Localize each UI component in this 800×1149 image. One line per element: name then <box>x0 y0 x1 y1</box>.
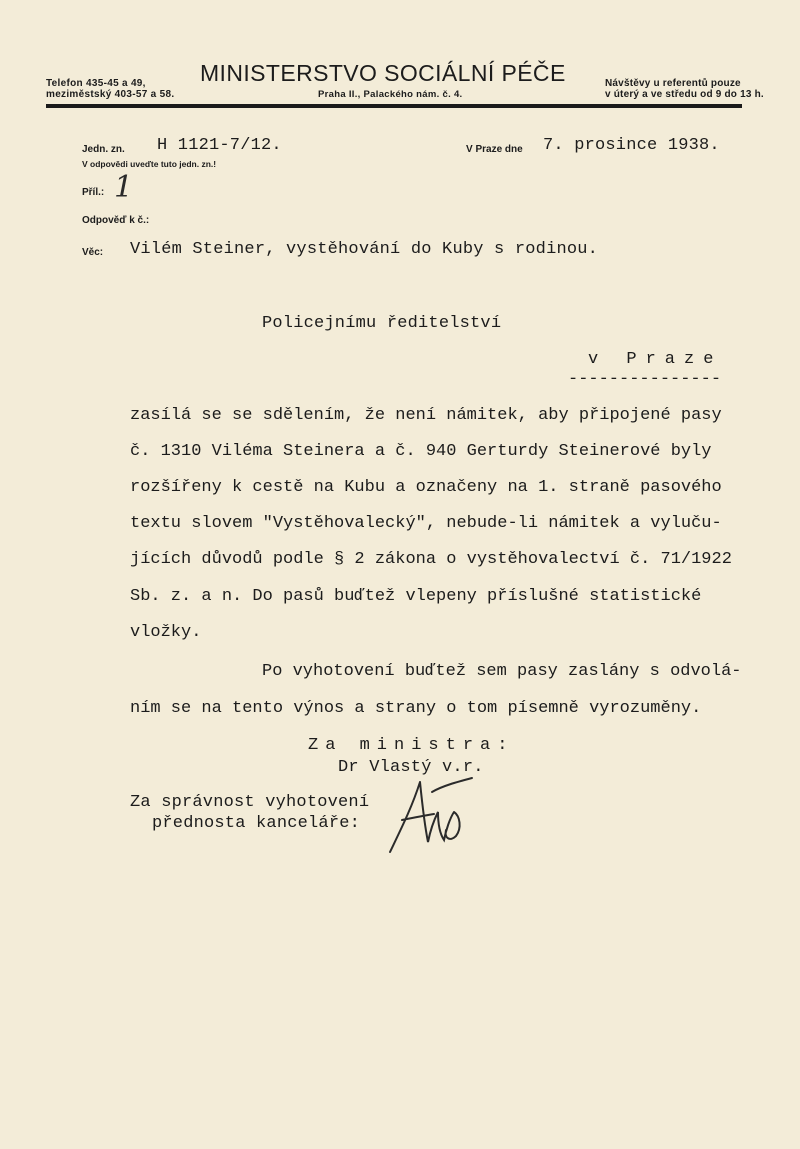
body-line-5: jících důvodů podle § 2 zákona o vystěhovalectví č. 71/1922 <box>130 550 732 569</box>
body-line-2: č. 1310 Viléma Steinera a č. 940 Gerturdy Steinerové byly <box>130 442 712 461</box>
recipient-underline: --------------- <box>568 370 722 389</box>
body-line-6: Sb. z. a n. Do pasů buďtež vlepeny příslušné statistické <box>130 587 702 606</box>
handwritten-signature <box>372 772 482 862</box>
body-line-3: rozšířeny k cestě na Kubu a označeny na 1. straně pasového <box>130 478 722 497</box>
header-phone <box>46 78 174 100</box>
body-line-7: vložky. <box>130 623 202 642</box>
attach-value: 1 <box>114 170 134 205</box>
ministry-address: Praha II., Palackého nám. č. 4. <box>318 89 463 100</box>
reply-label: Odpověď k č.: <box>82 215 150 226</box>
body-line-4: textu slovem "Vystěhovalecký", nebude-li námitek a vyluču- <box>130 514 722 533</box>
subject-value: Vilém Steiner, vystěhování do Kuby s rodinou. <box>130 240 599 259</box>
header-phone-line2: meziměstský 403-57 a 58. <box>46 89 175 100</box>
place-label: V Praze dne <box>466 144 523 155</box>
ministry-title: MINISTERSTVO SOCIÁLNÍ PÉČE <box>200 60 566 86</box>
for-minister: Za ministra: <box>308 736 515 755</box>
ref-note: V odpovědi uveďte tuto jedn. zn.! <box>82 159 217 169</box>
cert-line1: Za správnost vyhotovení <box>130 793 370 812</box>
date-value: 7. prosince 1938. <box>543 136 720 155</box>
cert-line2: přednosta kanceláře: <box>152 814 361 833</box>
ref-value: H 1121-7/12. <box>157 136 282 155</box>
header-visits-line2: v úterý a ve středu od 9 do 13 h. <box>605 89 764 100</box>
body-line-1: zasílá se se sdělením, že není námitek, aby připojené pasy <box>130 406 722 425</box>
ref-label: Jedn. zn. <box>82 144 125 155</box>
signer-name: Dr Vlastý v.r. <box>338 758 484 777</box>
recipient-line1: Policejnímu ředitelství <box>262 314 502 333</box>
recipient-line2: v Praze <box>588 350 723 369</box>
body-para2-line2: ním se na tento výnos a strany o tom písemně vyrozuměny. <box>130 699 702 718</box>
header-visits <box>605 78 764 100</box>
header-rule <box>46 104 742 108</box>
header-visits-line1: Návštěvy u referentů pouze <box>605 78 741 89</box>
attach-label: Příl.: <box>82 187 105 198</box>
header-phone-line1: Telefon 435-45 a 49, <box>46 78 146 89</box>
body-para2-line1: Po vyhotovení buďtež sem pasy zaslány s odvolá- <box>262 662 742 681</box>
subject-label: Věc: <box>82 247 104 258</box>
